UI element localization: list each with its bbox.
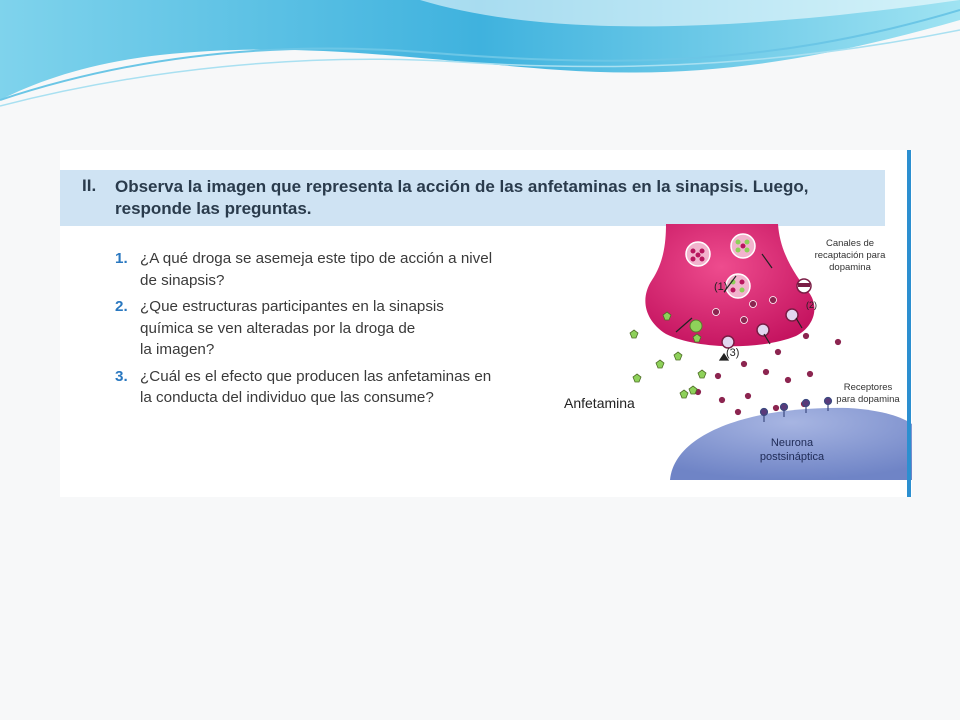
wave-background bbox=[0, 0, 960, 120]
section-number: II. bbox=[82, 176, 97, 195]
section-instructions bbox=[115, 176, 875, 220]
instructions-line-1: Observa la imagen que representa la acción de las anfetaminas en la sinapsis. Luego, bbox=[115, 177, 809, 196]
label-step-3: (3) bbox=[726, 347, 740, 359]
label-anfetamina: Anfetamina bbox=[564, 395, 635, 411]
question-text-line: ¿Que estructuras participantes en la sinapsis bbox=[140, 298, 444, 315]
label-canales-line-3: dopamina bbox=[829, 262, 871, 273]
question-text-line: la conducta del individuo que las consume? bbox=[140, 389, 434, 406]
label-canales-line-1: Canales de bbox=[825, 238, 875, 249]
question-number: 3. bbox=[115, 367, 128, 385]
question-text-line: de sinapsis? bbox=[140, 271, 225, 289]
label-receptores-line-2: para dopamina bbox=[836, 394, 900, 405]
question-text-line: la imagen? bbox=[140, 341, 215, 358]
label-step-2: (2) bbox=[806, 300, 817, 310]
question-list bbox=[115, 248, 555, 414]
label-canales-line-2: recaptación para bbox=[814, 250, 886, 261]
section-header bbox=[60, 170, 885, 226]
question-1 bbox=[115, 248, 555, 291]
label-neurona-line-2: postsináptica bbox=[759, 451, 825, 463]
panel-accent-border bbox=[907, 150, 911, 497]
synapse-diagram bbox=[548, 224, 912, 486]
question-text-line: ¿A qué droga se asemeja este tipo de acción a nivel bbox=[140, 250, 493, 267]
worksheet-panel bbox=[60, 150, 912, 497]
question-text-line: química se ven alteradas por la droga de bbox=[140, 319, 416, 337]
label-step-1: (1) bbox=[714, 281, 728, 293]
instructions-line-2: responde las preguntas. bbox=[115, 199, 312, 218]
label-neurona-line-1: Neurona bbox=[770, 437, 814, 449]
question-2 bbox=[115, 296, 555, 361]
label-receptores-line-1: Receptores bbox=[843, 382, 893, 393]
question-number: 1. bbox=[115, 250, 128, 267]
question-text-line: ¿Cuál es el efecto que producen las anfetaminas en bbox=[140, 367, 492, 385]
question-3 bbox=[115, 366, 555, 409]
question-number: 2. bbox=[115, 298, 128, 315]
